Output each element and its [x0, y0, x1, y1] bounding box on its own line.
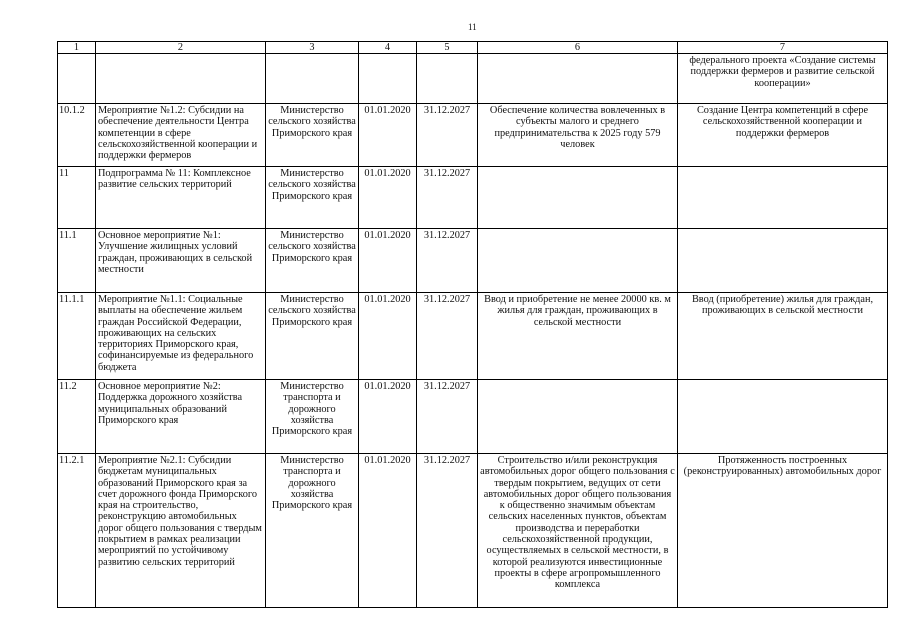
event-name: Мероприятие №2.1: Субсидии бюджетам муниципальных образований Приморского края за счет дорожного фонда Приморского края на строительство, реконструкцию автомобильных дорог общего пользования с твердым покрытием в рамках реализации мероприятий по устойчивому развитию сельских территорий	[96, 454, 266, 608]
indicator-link	[678, 167, 888, 229]
expected-result: Строительство и/или реконструкция автомобильных дорог общего пользования с твердым покрытием, ведущих от сети автомобильных дорог общего пользования к общественно значимым объектам сельских населенных пунктов, объектам производства и переработки сельскохозяйственной продукции, осуществляемых в сельской местности, в которой реализуются инвестиционные проекты в сфере агропромышленного комплекса	[478, 454, 678, 608]
col-header-7: 7	[678, 42, 888, 54]
expected-result	[478, 167, 678, 229]
end-date: 31.12.2027	[417, 380, 478, 454]
col-header-6: 6	[478, 42, 678, 54]
executor: Министерство сельского хозяйства Приморского края	[266, 167, 359, 229]
executor: Министерство транспорта и дорожного хозяйства Приморского края	[266, 380, 359, 454]
event-name: Мероприятие №1.1: Социальные выплаты на обеспечение жильем граждан Российской Федерации, проживающих на сельских территориях Приморского края, софинансируемые из федерального бюджета	[96, 293, 266, 380]
indicator-link	[678, 229, 888, 293]
table-row	[58, 167, 888, 229]
executor: Министерство сельского хозяйства Приморского края	[266, 229, 359, 293]
end-date: 31.12.2027	[417, 167, 478, 229]
expected-result	[478, 380, 678, 454]
executor: Министерство сельского хозяйства Приморского края	[266, 293, 359, 380]
indicator-link: Создание Центра компетенций в сфере сельскохозяйственной кооперации и поддержки фермеров	[678, 104, 888, 167]
end-date	[417, 54, 478, 104]
expected-result	[478, 229, 678, 293]
row-number: 11.2.1	[58, 454, 96, 608]
table-row	[58, 104, 888, 167]
col-header-5: 5	[417, 42, 478, 54]
start-date: 01.01.2020	[359, 167, 417, 229]
executor: Министерство транспорта и дорожного хозяйства Приморского края	[266, 454, 359, 608]
row-number: 10.1.2	[58, 104, 96, 167]
event-name: Подпрограмма № 11: Комплексное развитие сельских территорий	[96, 167, 266, 229]
header-row	[58, 42, 888, 54]
page-number: 11	[468, 22, 477, 32]
end-date: 31.12.2027	[417, 454, 478, 608]
start-date: 01.01.2020	[359, 229, 417, 293]
col-header-2: 2	[96, 42, 266, 54]
start-date: 01.01.2020	[359, 380, 417, 454]
indicator-link: федерального проекта «Создание системы поддержки фермеров и развитие сельской кооперации»	[678, 54, 888, 104]
table-row	[58, 380, 888, 454]
row-number: 11.1.1	[58, 293, 96, 380]
event-name: Основное мероприятие №2: Поддержка дорожного хозяйства муниципальных образований Приморского края	[96, 380, 266, 454]
table-row	[58, 229, 888, 293]
col-header-1: 1	[58, 42, 96, 54]
indicator-link: Ввод (приобретение) жилья для граждан, проживающих в сельской местности	[678, 293, 888, 380]
executor: Министерство сельского хозяйства Приморского края	[266, 104, 359, 167]
expected-result: Обеспечение количества вовлеченных в субъекты малого и среднего предпринимательства к 2025 году 579 человек	[478, 104, 678, 167]
table-row	[58, 293, 888, 380]
executor	[266, 54, 359, 104]
end-date: 31.12.2027	[417, 104, 478, 167]
event-name	[96, 54, 266, 104]
indicator-link	[678, 380, 888, 454]
expected-result: Ввод и приобретение не менее 20000 кв. м жилья для граждан, проживающих в сельской местности	[478, 293, 678, 380]
end-date: 31.12.2027	[417, 229, 478, 293]
event-name: Мероприятие №1.2: Субсидии на обеспечение деятельности Центра компетенции в сфере сельскохозяйственной кооперации и поддержки фермеров	[96, 104, 266, 167]
row-number: 11.2	[58, 380, 96, 454]
col-header-3: 3	[266, 42, 359, 54]
start-date: 01.01.2020	[359, 454, 417, 608]
end-date: 31.12.2027	[417, 293, 478, 380]
table-row	[58, 454, 888, 608]
col-header-4: 4	[359, 42, 417, 54]
start-date: 01.01.2020	[359, 293, 417, 380]
indicator-link: Протяженность построенных (реконструированных) автомобильных дорог	[678, 454, 888, 608]
row-number: 11.1	[58, 229, 96, 293]
table-row	[58, 54, 888, 104]
event-name: Основное мероприятие №1: Улучшение жилищных условий граждан, проживающих в сельской местности	[96, 229, 266, 293]
start-date: 01.01.2020	[359, 104, 417, 167]
program-events-table	[57, 41, 888, 608]
start-date	[359, 54, 417, 104]
row-number: 11	[58, 167, 96, 229]
expected-result	[478, 54, 678, 104]
row-number	[58, 54, 96, 104]
